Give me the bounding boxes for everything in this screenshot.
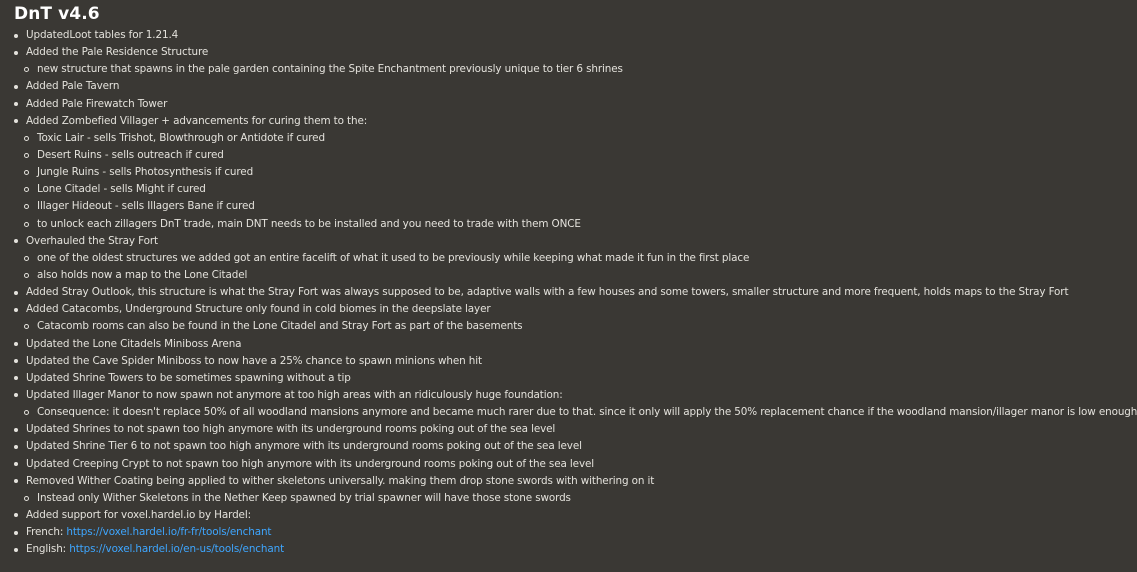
circle-bullet-icon <box>24 496 29 501</box>
bullet-icon <box>14 51 18 55</box>
bullet-icon <box>14 393 18 397</box>
list-item <box>0 44 1000 61</box>
sub-list-item <box>0 147 1000 164</box>
circle-bullet-icon <box>24 222 29 227</box>
item-text: Desert Ruins - sells outreach if cured <box>37 148 224 161</box>
bullet-icon <box>14 342 18 346</box>
item-text: Instead only Wither Skeletons in the Nether Keep spawned by trial spawner will have those stone swords <box>37 491 571 504</box>
sub-list-item <box>0 318 1000 335</box>
item-text: Added Zombefied Villager + advancements for curing them to the: <box>26 114 368 127</box>
item-text: Updated Creeping Crypt to not spawn too high anymore with its underground rooms poking out of the sea level <box>26 457 595 470</box>
bullet-icon <box>14 34 18 38</box>
bullet-icon <box>14 85 18 89</box>
item-text: Toxic Lair - sells Trishot, Blowthrough or Antidote if cured <box>37 131 325 144</box>
bullet-icon <box>14 445 18 449</box>
item-text: Consequence: it doesn't replace 50% of all woodland mansions anymore and became much rarer due to that. since it only will apply the 50% replacement chance if the woodland mansion/illager manor is low enough <box>37 406 1137 419</box>
list-item <box>0 78 1000 95</box>
list-item <box>0 456 1000 473</box>
bullet-icon <box>14 462 18 466</box>
sub-list-item <box>0 216 1000 233</box>
english-link[interactable]: https://voxel.hardel.io/en-us/tools/enchant <box>69 543 285 556</box>
circle-bullet-icon <box>24 67 29 72</box>
item-text: Updated the Lone Citadels Miniboss Arena <box>26 337 242 350</box>
bullet-icon <box>14 428 18 432</box>
changelog-list <box>0 27 1137 558</box>
list-item <box>0 421 1000 438</box>
bullet-icon <box>14 102 18 106</box>
circle-bullet-icon <box>24 153 29 158</box>
item-text: Added Pale Firewatch Tower <box>26 97 168 110</box>
list-item <box>0 27 1000 44</box>
page-title: DnT v4.6 <box>14 4 100 24</box>
item-text: Added Pale Tavern <box>26 80 120 93</box>
bullet-icon <box>14 119 18 123</box>
item-text: Overhauled the Stray Fort <box>26 234 158 247</box>
item-text: new structure that spawns in the pale garden containing the Spite Enchantment previously unique to tier 6 shrines <box>37 63 623 76</box>
item-text: Updated Illager Manor to now spawn not anymore at too high areas with an ridiculously huge foundation: <box>26 388 563 401</box>
item-text: Added the Pale Residence Structure <box>26 46 209 59</box>
list-item <box>0 387 1000 404</box>
sub-list-item <box>0 267 1000 284</box>
list-item <box>0 353 1000 370</box>
item-text: also holds now a map to the Lone Citadel <box>37 268 248 281</box>
bullet-icon <box>14 376 18 380</box>
circle-bullet-icon <box>24 170 29 175</box>
item-text: Updated Shrines to not spawn too high anymore with its underground rooms poking out of the sea level <box>26 423 556 436</box>
list-item <box>0 96 1000 113</box>
french-link[interactable]: https://voxel.hardel.io/fr-fr/tools/enchant <box>66 526 272 539</box>
item-text: Catacomb rooms can also be found in the Lone Citadel and Stray Fort as part of the basements <box>37 320 523 333</box>
item-text: Added Catacombs, Underground Structure only found in cold biomes in the deepslate layer <box>26 303 491 316</box>
sub-list-item <box>0 164 1000 181</box>
bullet-icon <box>14 548 18 552</box>
bullet-icon <box>14 239 18 243</box>
sub-list-item <box>0 61 1000 78</box>
circle-bullet-icon <box>24 273 29 278</box>
circle-bullet-icon <box>24 410 29 415</box>
sub-list-item <box>0 250 1000 267</box>
item-text: English: <box>26 543 70 556</box>
sub-list-item <box>0 181 1000 198</box>
list-item <box>0 284 1069 301</box>
list-item <box>0 524 1000 541</box>
item-text: Updated the Cave Spider Miniboss to now have a 25% chance to spawn minions when hit <box>26 354 482 367</box>
bullet-icon <box>14 359 18 363</box>
item-text: Added Stray Outlook, this structure is what the Stray Fort was always supposed to be, adaptive walls with a few houses and some towers, smaller structure and more frequent, holds maps to the Stray Fort <box>26 286 1069 299</box>
list-item <box>0 438 1000 455</box>
circle-bullet-icon <box>24 256 29 261</box>
list-item <box>0 336 1000 353</box>
item-text: Updated Shrine Towers to be sometimes spawning without a tip <box>26 371 351 384</box>
item-text: Updated Shrine Tier 6 to not spawn too high anymore with its underground rooms poking out of the sea level <box>26 440 582 453</box>
circle-bullet-icon <box>24 324 29 329</box>
bullet-icon <box>14 479 18 483</box>
list-item <box>0 541 1000 558</box>
sub-list-item <box>0 130 1000 147</box>
list-item <box>0 507 1000 524</box>
item-text: one of the oldest structures we added got an entire facelift of what it used to be previously while keeping what made it fun in the first place <box>37 251 750 264</box>
item-text: Jungle Ruins - sells Photosynthesis if cured <box>37 166 254 179</box>
bullet-icon <box>14 513 18 517</box>
item-text: to unlock each zillagers DnT trade, main DNT needs to be installed and you need to trade with them ONCE <box>37 217 581 230</box>
list-item <box>0 113 1000 130</box>
list-item <box>0 370 1000 387</box>
item-text: UpdatedLoot tables for 1.21.4 <box>26 29 179 41</box>
item-text: Added support for voxel.hardel.io by Hardel: <box>26 508 251 521</box>
circle-bullet-icon <box>24 204 29 209</box>
bullet-icon <box>14 291 18 295</box>
sub-list-item <box>0 404 1137 421</box>
item-text: Removed Wither Coating being applied to wither skeletons universally. making them drop stone swords with withering on it <box>26 474 655 487</box>
bullet-icon <box>14 308 18 312</box>
circle-bullet-icon <box>24 136 29 141</box>
circle-bullet-icon <box>24 187 29 192</box>
list-item <box>0 473 1000 490</box>
list-item <box>0 301 1000 318</box>
item-text: Illager Hideout - sells Illagers Bane if cured <box>37 200 255 213</box>
sub-list-item <box>0 198 1000 215</box>
item-text: French: <box>26 526 67 539</box>
list-item <box>0 233 1000 250</box>
item-text: Lone Citadel - sells Might if cured <box>37 183 206 196</box>
bullet-icon <box>14 531 18 535</box>
sub-list-item <box>0 490 1000 507</box>
